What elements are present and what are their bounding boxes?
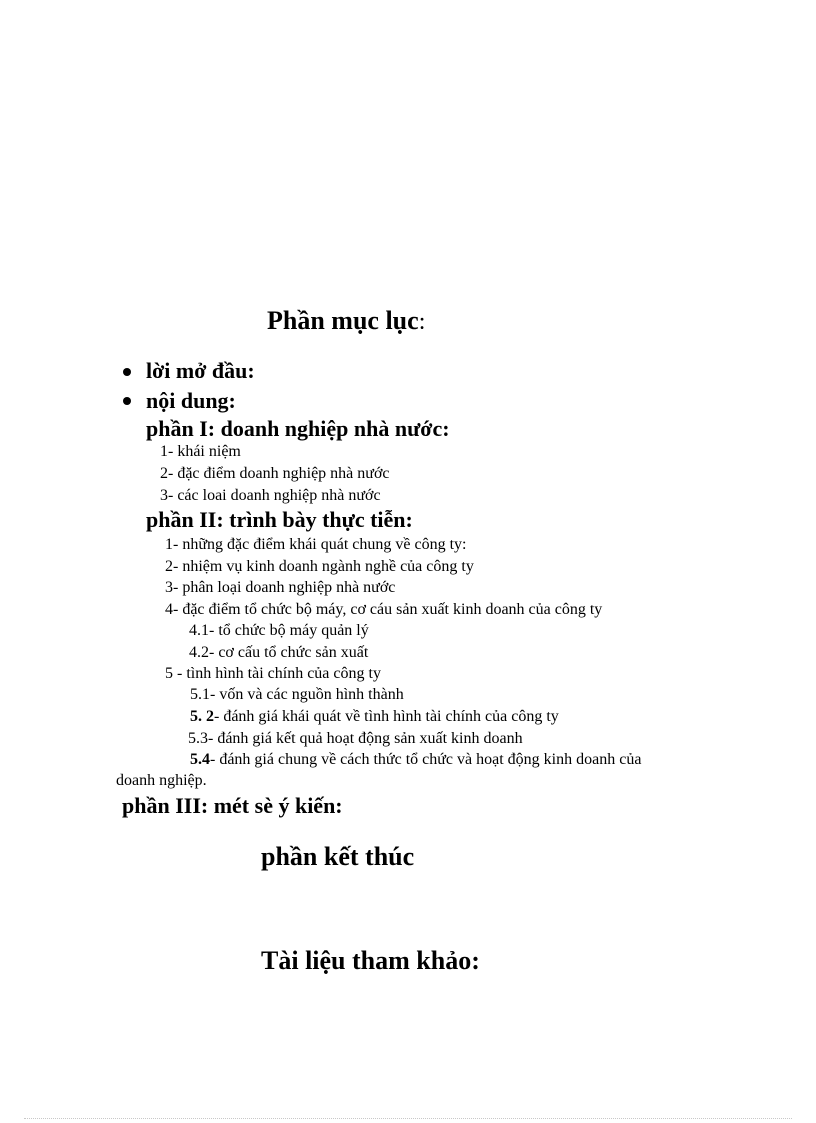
bullet-dot [123,368,131,376]
part2-item-5-3: 5.3- đánh giá kết quả hoạt động sản xuất kinh doanh [188,730,523,747]
part2-item-5-4-text: - đánh giá chung về cách thức tổ chức và hoạt động kinh doanh của [210,751,642,768]
bullet-content: nội dung: [146,388,236,413]
part2-item-4-1: 4.1- tổ chức bộ máy quản lý [189,622,369,639]
part2-item-4: 4- đặc điểm tổ chức bộ máy, cơ cáu sản xuất kinh doanh của công ty [165,601,603,618]
part2-item-3: 3- phân loại doanh nghiệp nhà nước [165,579,396,596]
part2-heading: phần II: trình bày thực tiễn: [146,507,413,532]
part2-item-1: 1- những đặc điểm khái quát chung về công ty: [165,536,467,553]
part2-item-5-2-text: - đánh giá khái quát về tình hình tài chính của công ty [214,708,559,725]
bullet-dot [123,397,131,405]
part1-item-3: 3- các loai doanh nghiệp nhà nước [160,487,381,504]
part2-item-5-2-number: 5. 2 [190,708,214,725]
part2-item-5-2 [190,708,559,726]
page-bottom-divider [24,1118,792,1119]
part2-item-4-2: 4.2- cơ cấu tổ chức sản xuất [189,644,369,661]
toc-title [267,306,425,336]
toc-title-colon: : [418,309,426,335]
part2-item-5-4 [190,751,641,769]
part3-heading: phần III: mét sè ý kiến: [122,793,343,818]
part1-item-1: 1- khái niệm [160,443,241,460]
part2-item-5-1: 5.1- vốn và các nguồn hình thành [190,686,404,703]
toc-title-text: Phần mục lục [267,306,419,335]
references-heading: Tài liệu tham khảo: [261,946,480,975]
part2-item-5-4-continuation: doanh nghiệp. [116,772,207,789]
part2-item-2: 2- nhiệm vụ kinh doanh ngành nghề của công ty [165,558,474,575]
part2-item-5-4-number: 5.4 [190,751,210,768]
part1-item-2: 2- đặc điểm doanh nghiệp nhà nước [160,465,390,482]
part1-heading: phần I: doanh nghiệp nhà nước: [146,416,450,441]
part2-item-5: 5 - tình hình tài chính của công ty [165,665,381,682]
ending-heading: phần kết thúc [261,842,415,871]
bullet-intro: lời mở đầu: [146,358,255,383]
